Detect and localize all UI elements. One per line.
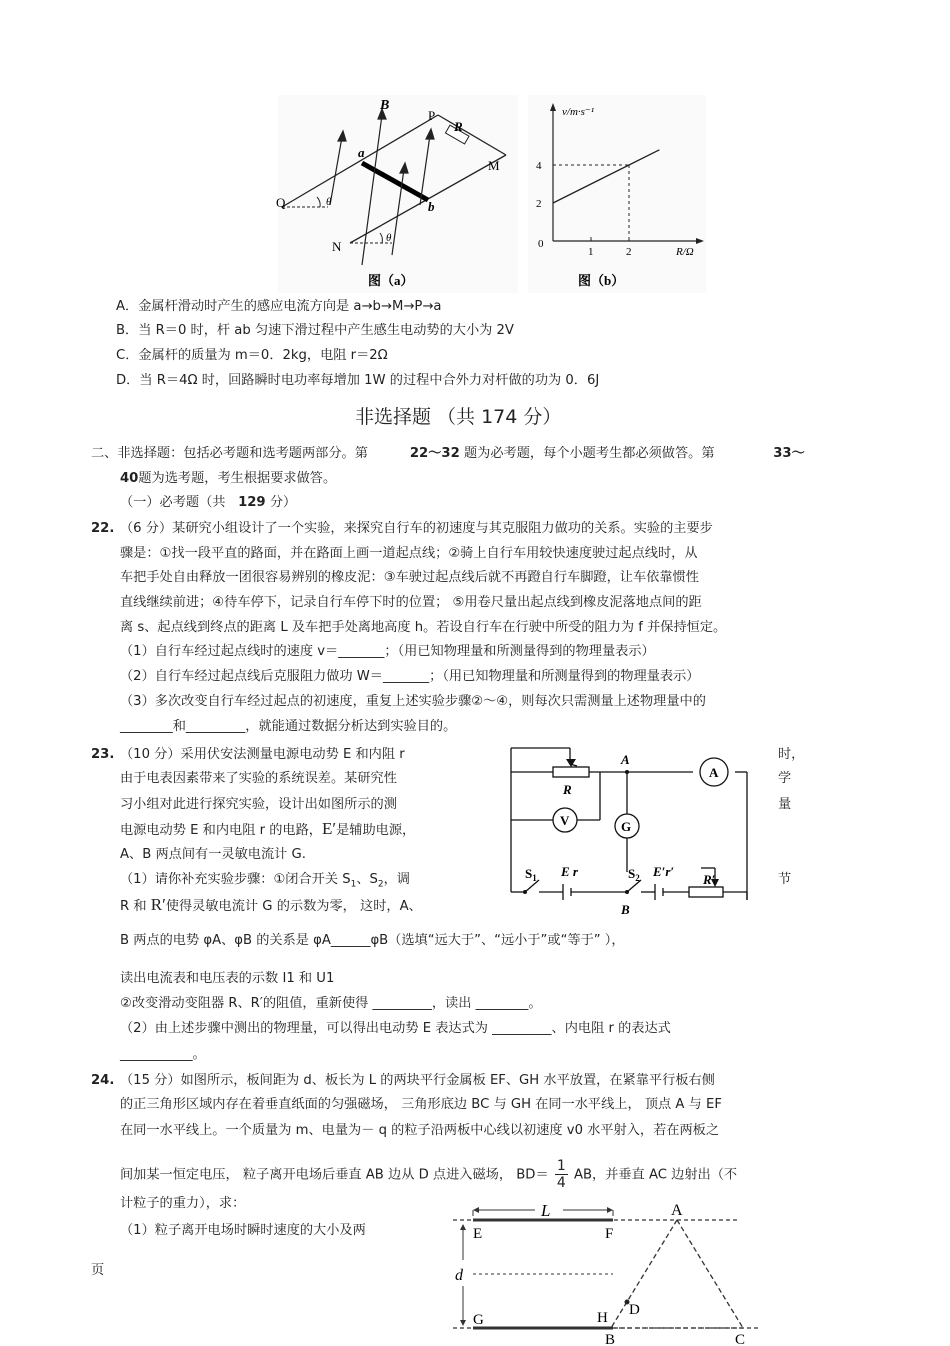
label-B: B (605, 1332, 616, 1346)
label-C: C (735, 1332, 746, 1346)
q24-line-3: 在同一水平线上。一个质量为 m、电量为－ q 的粒子沿两板中心线以初速度 v0 水平射入，若在两板之 (120, 1123, 720, 1138)
label-D: D (629, 1302, 640, 1318)
q23-line-3-right: 量 (778, 797, 792, 812)
label-R: R (563, 782, 572, 797)
tick-origin: 0 (538, 238, 544, 250)
label-Q: Q (276, 195, 286, 210)
ammeter-icon: A (709, 765, 719, 780)
option-a: A．金属杆滑动时产生的感应电流方向是 a→b→M→P→a (116, 299, 442, 314)
label-F: F (605, 1226, 614, 1242)
circuit-diagram (505, 742, 765, 920)
q23-line-2: 由于电表因素带来了实验的系统误差。某研究性 (120, 771, 397, 786)
label-b: b (428, 199, 435, 214)
label-Rp: R′ (703, 872, 716, 887)
q23-line-5: A、B 两点间有一灵敏电流计 G. (120, 847, 306, 862)
q24-number: 24. (91, 1073, 115, 1088)
q23-line-11: （2）由上述步骤中测出的物理量，可以得出电动势 E 表达式为 _________、内电阻 r 的表达式 (120, 1021, 671, 1036)
label-A: A (671, 1202, 683, 1219)
label-Epr: E′r′ (653, 864, 675, 879)
figure-24 (445, 1198, 765, 1346)
q23-line-6: （1）请你补充实验步骤：①闭合开关 $S_1$、$S_2$，调 (120, 872, 410, 890)
q24-line-4: 间加某一恒定电压， 粒子离开电场后垂直 AB 边从 D 点进入磁场， BD＝ $\frac{1}{4}$ AB，并垂直 AC 边射出（不 (120, 1158, 738, 1191)
galvanometer-icon: G (621, 819, 632, 834)
y-axis-label: v/m·s⁻¹ (562, 106, 595, 118)
q22-line: 车把手处自由释放一团很容易辨别的橡皮泥：③车驶过起点线后就不再蹬自行车脚蹬，让车依靠惯性 (120, 570, 699, 585)
q22-line: 离 s、起点线到终点的距离 L 及车把手处离地高度 h。若设自行车在行驶中所受的阻力为 f 并保持恒定。 (120, 620, 727, 635)
q23-line-7: R 和 R′使得灵敏电流计 G 的示数为零， 这时，A、 (120, 895, 422, 914)
caption-b: 图（b） (578, 273, 625, 288)
q22-line: 骤是：①找一段平直的路面，并在路面上画一道起点线；②骑上自行车用较快速度驶过起点线时，从 (120, 546, 698, 561)
label-E: E (473, 1226, 483, 1242)
label-A-node: A (621, 752, 630, 767)
q22-line: （1）自行车经过起点线时的速度 v＝_______；（用已知物理量和所测量得到的物理量表示） (120, 644, 655, 659)
q23-line-1: （10 分）采用伏安法测量电源电动势 E 和内阻 r (120, 747, 405, 762)
voltmeter-icon: V (560, 813, 570, 828)
q24-line-2: 的正三角形区域内存在着垂直纸面的匀强磁场， 三角形底边 BC 与 GH 在同一水平线上， 顶点 A 与 EF (120, 1097, 722, 1112)
y-tick-label: 2 (536, 198, 542, 210)
intro-line-3: （一）必考题（共 129 分） (120, 495, 297, 510)
label-Er: E r (561, 864, 578, 879)
q23-line-10: ②改变滑动变阻器 R、R′的阻值，重新使得 _________，读出 ________。 (120, 996, 542, 1011)
x-axis-label: R/Ω (676, 246, 694, 258)
q22-line: （3）多次改变自行车经过起点的初速度，重复上述实验步骤②～④，则每次只需测量上述物理量中的 (120, 694, 706, 709)
label-d: d (455, 1267, 463, 1284)
label-L: L (541, 1201, 551, 1220)
page-footer: 页 (91, 1263, 105, 1278)
q24-line-6: （1）粒子离开电场时瞬时速度的大小及两 (120, 1223, 366, 1238)
y-tick-label: 4 (536, 160, 542, 172)
label-theta2: θ (386, 232, 392, 244)
q23-line-9: 读出电流表和电压表的示数 I1 和 U1 (120, 971, 335, 986)
x-tick-label: 1 (588, 246, 594, 258)
q23-line-8: B 两点的电势 φA、φB 的关系是 φA______φB（选填“远大于”、“远小于”或“等于” ）， (120, 933, 625, 948)
q23-line-4: 电源电动势 E 和内电阻 r 的电路，E′是辅助电源， (120, 819, 416, 838)
q23-line-1-right: 时， (778, 747, 805, 762)
intro-line-1: 二、非选择题：包括必考题和选考题两部分。第 22～32 题为必考题，每个小题考生都必须做答。第 33～ (91, 446, 805, 461)
option-b: B．当 R＝0 时，杆 ab 匀速下滑过程中产生感生电动势的大小为 2V (116, 323, 514, 338)
label-M: M (488, 158, 500, 173)
q22-line: 直线继续前进；④待车停下，记录自行车停下时的位置； ⑤用卷尺量出起点线到橡皮泥落地点间的距 (120, 595, 702, 610)
x-tick-label: 2 (626, 246, 632, 258)
q22-line: （2）自行车经过起点线后克服阻力做功 W＝_______；（用已知物理量和所测量得到的物理量表示） (120, 669, 700, 684)
intro-line-2: 40题为选考题，考生根据要求做答。 (120, 471, 337, 486)
label-R: R (454, 119, 463, 134)
q22-line: ________和_________，就能通过数据分析达到实验目的。 (120, 719, 457, 734)
q22-number: 22. (91, 521, 115, 536)
figure-a (270, 95, 520, 295)
label-B: B (380, 98, 390, 113)
fraction-one-quarter: $\frac{1}{4}$ (556, 1158, 566, 1191)
label-G: G (473, 1312, 484, 1328)
label-B-node: B (621, 902, 630, 917)
q23-line-6-right: 节 (778, 872, 792, 887)
q23-number: 23. (91, 747, 115, 762)
label-S2: $S_2$ (628, 866, 640, 883)
option-c: C．金属杆的质量为 m＝0．2kg，电阻 r＝2Ω (116, 348, 388, 363)
q23-line-2-right: 学 (778, 771, 792, 786)
label-theta1: θ (326, 196, 332, 208)
option-d: D．当 R＝4Ω 时，回路瞬时电功率每增加 1W 的过程中合外力对杆做的功为 0．6J (116, 373, 600, 388)
label-S1: $S_1$ (525, 866, 537, 883)
label-P: P (428, 108, 436, 123)
label-N: N (332, 239, 342, 254)
q24-line-1: （15 分）如图所示，板间距为 d、板长为 L 的两块平行金属板 EF、GH 水平放置，在紧靠平行板右侧 (120, 1073, 715, 1088)
q22-line: （6 分）某研究小组设计了一个实验，来探究自行车的初速度与其克服阻力做功的关系。实验的主要步 (120, 521, 713, 536)
figure-b-chart (528, 95, 708, 295)
q23-line-3: 习小组对此进行探究实验，设计出如图所示的测 (120, 797, 397, 812)
q23-line-12: ___________。 (120, 1047, 206, 1062)
label-H: H (597, 1310, 608, 1326)
caption-a: 图（a） (368, 273, 414, 288)
section-title: 非选择题 （共 174 分） (355, 406, 562, 428)
label-a: a (358, 145, 365, 160)
q24-line-5: 计粒子的重力），求： (120, 1196, 246, 1211)
